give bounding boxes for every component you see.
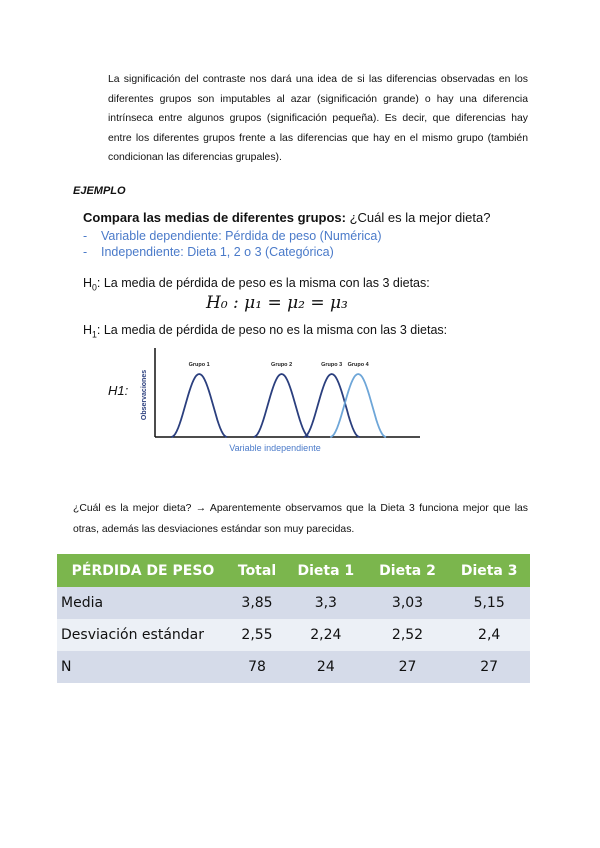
h1-statement xyxy=(83,323,447,340)
list-dash: - xyxy=(83,229,88,243)
h0-statement xyxy=(83,276,430,293)
question-rest: ¿Cuál es la mejor dieta? xyxy=(345,210,491,225)
curve-2 xyxy=(254,374,310,437)
independent-variable: Independiente: Dieta 1, 2 o 3 (Categórica) xyxy=(101,245,334,259)
h0-formula: H₀ : μ₁ = μ₂ = μ₃ xyxy=(206,293,348,313)
table-cell: 78 xyxy=(229,651,285,683)
header-cell: Dieta 1 xyxy=(285,554,367,587)
list-item xyxy=(83,228,382,244)
header-cell: PÉRDIDA DE PESO xyxy=(57,554,229,587)
weight-loss-table xyxy=(57,554,530,683)
table-cell: 3,03 xyxy=(367,587,449,619)
conclusion-paragraph: ¿Cuál es la mejor dieta? → Aparentemente observamos que la Dieta 3 funciona mejor que las otras, además las desviaciones estándar son muy parecidas. xyxy=(73,503,528,535)
curve-1 xyxy=(171,374,227,437)
example-heading: EJEMPLO xyxy=(73,185,126,197)
curve-label-2: Grupo 2 xyxy=(271,362,293,368)
table-cell: 27 xyxy=(367,651,449,683)
question-bold: Compara las medias de diferentes grupos: xyxy=(83,210,346,225)
list-item xyxy=(83,244,382,260)
curve-label-3: Grupo 3 xyxy=(321,362,343,368)
variable-list xyxy=(83,228,382,260)
table-cell: 24 xyxy=(285,651,367,683)
curve-label-1: Grupo 1 xyxy=(188,362,210,368)
header-cell: Total xyxy=(229,554,285,587)
table-cell: 27 xyxy=(448,651,530,683)
table-cell: 3,85 xyxy=(229,587,285,619)
dependent-variable: Variable dependiente: Pérdida de peso (Numérica) xyxy=(101,229,382,243)
table-header-row xyxy=(57,554,530,587)
table-cell: 2,4 xyxy=(448,619,530,651)
distribution-chart xyxy=(100,342,430,457)
table-cell: 3,3 xyxy=(285,587,367,619)
table-row xyxy=(57,619,530,651)
h1-text: : La media de pérdida de peso no es la misma con las 3 dietas: xyxy=(96,323,448,337)
table-cell: 5,15 xyxy=(448,587,530,619)
x-axis-label: Variable independiente xyxy=(229,443,321,453)
h1-sub: 1 xyxy=(92,329,97,340)
list-dash: - xyxy=(83,245,88,259)
y-axis-label: Observaciones xyxy=(141,369,148,421)
header-cell: Dieta 3 xyxy=(448,554,530,587)
curve-label-4: Grupo 4 xyxy=(347,362,369,368)
h1-letter: H xyxy=(83,323,93,337)
curves-group xyxy=(171,362,386,437)
table-row xyxy=(57,587,530,619)
row-label: N xyxy=(57,651,229,683)
question-title xyxy=(83,210,490,225)
h0-letter: H xyxy=(83,276,93,290)
intro-paragraph: La significación del contraste nos dará una idea de si las diferencias observadas en los diferentes grupos son imputables al azar (significación grande) o hay una diferencia intrínseca entre algunos grupos (significación pequeña). Es decir, que diferencias hay entre los diferentes grupos frente a las diferencias que hay en el mismo grupo (también condicionan las diferencias grupales). xyxy=(108,74,528,163)
h1-chart-label: H1: xyxy=(108,383,129,398)
table-cell: 2,24 xyxy=(285,619,367,651)
table-cell: 2,52 xyxy=(367,619,449,651)
h0-text: : La media de pérdida de peso es la misma con las 3 dietas: xyxy=(96,276,430,290)
table-cell: 2,55 xyxy=(229,619,285,651)
row-label: Media xyxy=(57,587,229,619)
h0-sub: 0 xyxy=(92,282,97,293)
header-cell: Dieta 2 xyxy=(367,554,449,587)
table-row xyxy=(57,651,530,683)
row-label: Desviación estándar xyxy=(57,619,229,651)
